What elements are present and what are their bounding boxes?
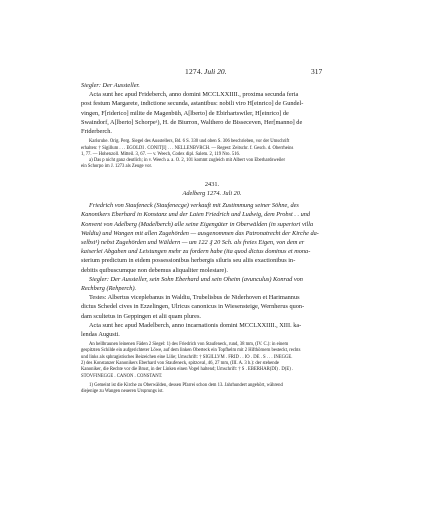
doc1-footnote-line: ein Schorpo im J. 1273 als Zeuge vor. <box>81 164 152 170</box>
header-year: 1274. <box>185 67 203 76</box>
doc2-summary-line: kaiserlei Abgaben und Leistungen mehr zu fordern habe (ita quod dictus dominus et mona- <box>81 248 311 256</box>
doc1-text-line: post festum Margarete, indictione secunda, astantibus: nobili viro H[einrico] de Gundel- <box>81 100 304 108</box>
doc1-note-line: Karlsruhe. Orig. Perg. Siegel des Ausstellers, Bd. 6 S. 330 und oben S. 306 beschrieben, vor der Umschrift <box>89 139 290 145</box>
doc2-section <box>81 180 343 396</box>
doc2-footnote-line: diejenige zu Wangen neueren Ursprungs ist. <box>81 389 164 395</box>
doc2-note-line: gespitzten Schilde ein aufgerichteter Löwe, auf dem linken Oberteck ein Topfhelm mit 2 Hifthörnern besteckt, rechts <box>81 348 301 354</box>
doc2-summary-line: sterium predictum in eidem possessionibus herbergis siluris seu aliis exactionibus in- <box>81 257 296 265</box>
doc2-note-line: Kanoniker, die Rechte vor die Brust, in der Linken einen Vogel haltend; Umschrift: † S . EBERHAR(DI) . D(E) . <box>81 367 294 373</box>
doc1-text-line: Acta sunt hec apud Frideberch, anno domini MCCLXXIIII., proxima secunda feria <box>89 91 299 99</box>
doc2-witness-line: dam scultetus in Geppingen et alii quam plures. <box>81 312 201 320</box>
doc2-place-date: Adelberg 1274. Juli 20. <box>182 189 242 197</box>
doc1-text-line: Swaindorf, A[lberto] Schorpeᵃ), H. de Biurron, Walthero de Bisseceven, Her[manno] de <box>81 118 303 126</box>
doc1-text-line: vingen, F[riderico] milite de Magenbüh, A[lberto] de Ebirhartswiler, H[einrico] de <box>81 109 289 117</box>
doc2-witness-line: Testes: Albertus viceplebanus in Waldiu, Trubelisbus de Niderhoven et Harimannus <box>89 294 300 302</box>
doc2-summary-line: Konvent von Adelberg (Madelberch) alle seine Eigengüter in Oberwälden (in superiori villa <box>81 220 314 228</box>
doc1-footnote-line: a) Das p nicht ganz deutlich; in v. Weech a. a. O. 2, 101 kommt zugleich mit Albert von Eberhardsweiler <box>89 158 286 164</box>
doc2-witness-line: dictus Schedel cives in Ezzelingen, Ulricus canonicus in Wiesensteige, Wernherus quon- <box>81 303 305 311</box>
doc1-note-line: 1, 77. — Hohenzoll. Mitteil. 3, 67. — v. Weech, Codex dipl. Salem. 2, 119 Nro. 516. <box>81 151 241 157</box>
doc2-summary-line: Friedrich von Staufeneck (Staufenecge) verkauft mit Zustimmung seiner Söhne, des <box>89 202 299 210</box>
doc2-note-line: STOVFINEGGE . CANON . CONSTANT. <box>81 373 163 379</box>
doc2-date-line: lendas Augusti. <box>81 330 120 338</box>
doc2-note-line: An hellbraunen leinenen Fäden 2 Siegel: 1) des Friedrich von Staufeneck, rund, 38 mm, (IV. C.): in einem <box>89 342 289 348</box>
doc1-section <box>81 81 343 171</box>
doc2-summary-line: Kanonikers Eberhard in Konstanz und der Laien Friedrich und Ludwig, dem Probst . . und <box>81 211 311 219</box>
doc2-note-line: 2) des Konstanzer Kanonikers Eberhard von Staufeneck, spitzoval, 46, 27 mm, (III. A. 3 b.): der stehende <box>81 361 279 367</box>
doc1-seal-line: Siegler: Der Aussteller. <box>81 82 140 89</box>
page-content <box>81 81 343 396</box>
doc2-date-line: Acta sunt hec apud Madelberch, anno incarnationis domini MCCLXXIIII., XIII. ka- <box>89 321 302 329</box>
header-date: Juli 20. <box>204 67 227 76</box>
doc1-note-line: erhalten: † Sigillum . . . EGOLDI . CONIT[I] . . . NELLENBVRCH. — Regest: Zeitschr. f. Gesch. d. Oberrheins <box>81 145 294 151</box>
doc2-note-line: und links als sphragistisches Beizeichen eine Lilie; Umschrift: † SIGILLVM . FRID . . IO . DE . S . . . INEGGE. <box>81 354 293 360</box>
doc2-number: 2431. <box>204 180 220 188</box>
doc2-summary-line: Waldiu) und Wangen mit allen Zugehörden — ausgenommen das Patronatrecht der Kirche da- <box>81 229 319 237</box>
doc2-seal-line: Siegler: Der Aussteller, sein Sohn Eberhard und sein Oheim (avunculus) Konrad von <box>89 275 303 283</box>
doc2-footnote-line: 1) Gemeint ist die Kirche zu Oberwälden, dessen Pfarrei schon dem 13. Jahrhundert angehört, während <box>89 382 283 388</box>
doc2-summary-line: debitis quibuscumque non debemus aliqualiter molestare). <box>81 266 228 274</box>
doc2-summary-line: selbst¹) nebst Zugehörden und Wäldern — um 122 ₰ 20 Sch. als freies Eigen, von dem er <box>81 238 305 246</box>
page-number: 317 <box>311 67 323 76</box>
doc1-text-line: Friderberch. <box>81 128 112 136</box>
doc2-seal-line: Rechberg (Rehperch). <box>81 284 137 292</box>
page-header <box>0 67 427 79</box>
